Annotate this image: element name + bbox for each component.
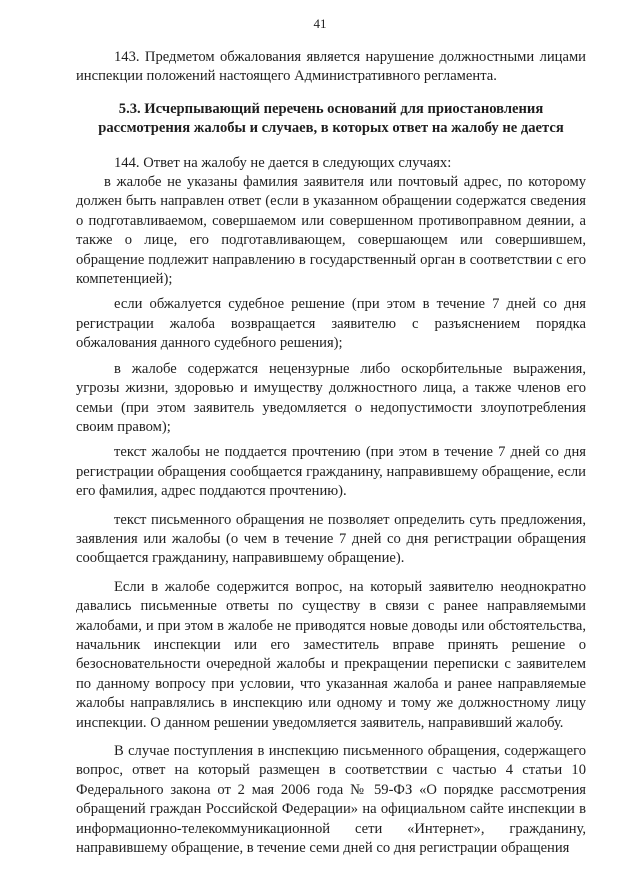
section-heading: 5.3. Исчерпывающий перечень оснований для приостановления рассмотрения жалобы и случаев, в которых ответ на жалобу не дается	[98, 100, 564, 137]
page-number: 41	[313, 16, 327, 31]
case-offensive-language: в жалобе содержатся нецензурные либо оскорбительные выражения, угрозы жизни, здоровью и имуществу должностного лица, а также членов его семьи (при этом заявитель уведомляется о недопустимости злоупотребления своим правом);	[76, 360, 586, 435]
paragraph-repeated-complaint: Если в жалобе содержится вопрос, на который заявителю неоднократно давались письменные ответы по существу в связи с ранее направляемыми жалобами, и при этом в жалобе не приводятся новые доводы или обстоятельства, начальник инспекции или его заместитель вправе принять решение о безосновательности очередной жалобы и прекращении переписки с заявителем по данному вопросу при условии, что указанная жалоба и ранее направляемые жалобы направлялись в инспекцию или одному и тому же должностному лицу инспекции. О данном решении уведомляется заявитель, направивший жалобу.	[76, 578, 586, 731]
case-undetermined-essence: текст письменного обращения не позволяет определить суть предложения, заявления или жалобы (о чем в течение 7 дней со дня регистрации обращения сообщается гражданину, направившему обращение).	[76, 511, 586, 567]
paragraph-144: 144. Ответ на жалобу не дается в следующих случаях:	[114, 154, 452, 171]
document-body	[76, 48, 586, 858]
case-unreadable-text: текст жалобы не поддается прочтению (при этом в течение 7 дней со дня регистрации обращения сообщается гражданину, направившему обращение, если его фамилия, адрес поддаются прочтению).	[76, 444, 586, 500]
paragraph-published-answer: В случае поступления в инспекцию письменного обращения, содержащего вопрос, ответ на который размещен в соответствии с частью 4 статьи 10 Федерального закона от 2 мая 2006 года № 59-ФЗ «О порядке рассмотрения обращений граждан Российской Федерации» на официальном сайте инспекции в информационно-телекоммуникационной сети «Интернет», гражданину, направившему обращение, в течение семи дней со дня регистрации обращения	[76, 743, 586, 857]
case-no-name-or-address: в жалобе не указаны фамилия заявителя или почтовый адрес, по которому должен быть направлен ответ (если в указанном обращении содержатся сведения о подготавливаемом, совершаемом или совершенном противоправном деянии, а также о лице, его подготавливающем, совершающем или совершившем, обращение подлежит направлению в государственный орган в соответствии с его компетенцией);	[76, 174, 586, 288]
paragraph-143: 143. Предметом обжалования является нарушение должностными лицами инспекции положений настоящего Административного регламента.	[76, 49, 586, 85]
case-court-decision: если обжалуется судебное решение (при этом в течение 7 дней со дня регистрации жалоба возвращается заявителю с разъяснением порядка обжалования данного судебного решения);	[76, 296, 586, 352]
